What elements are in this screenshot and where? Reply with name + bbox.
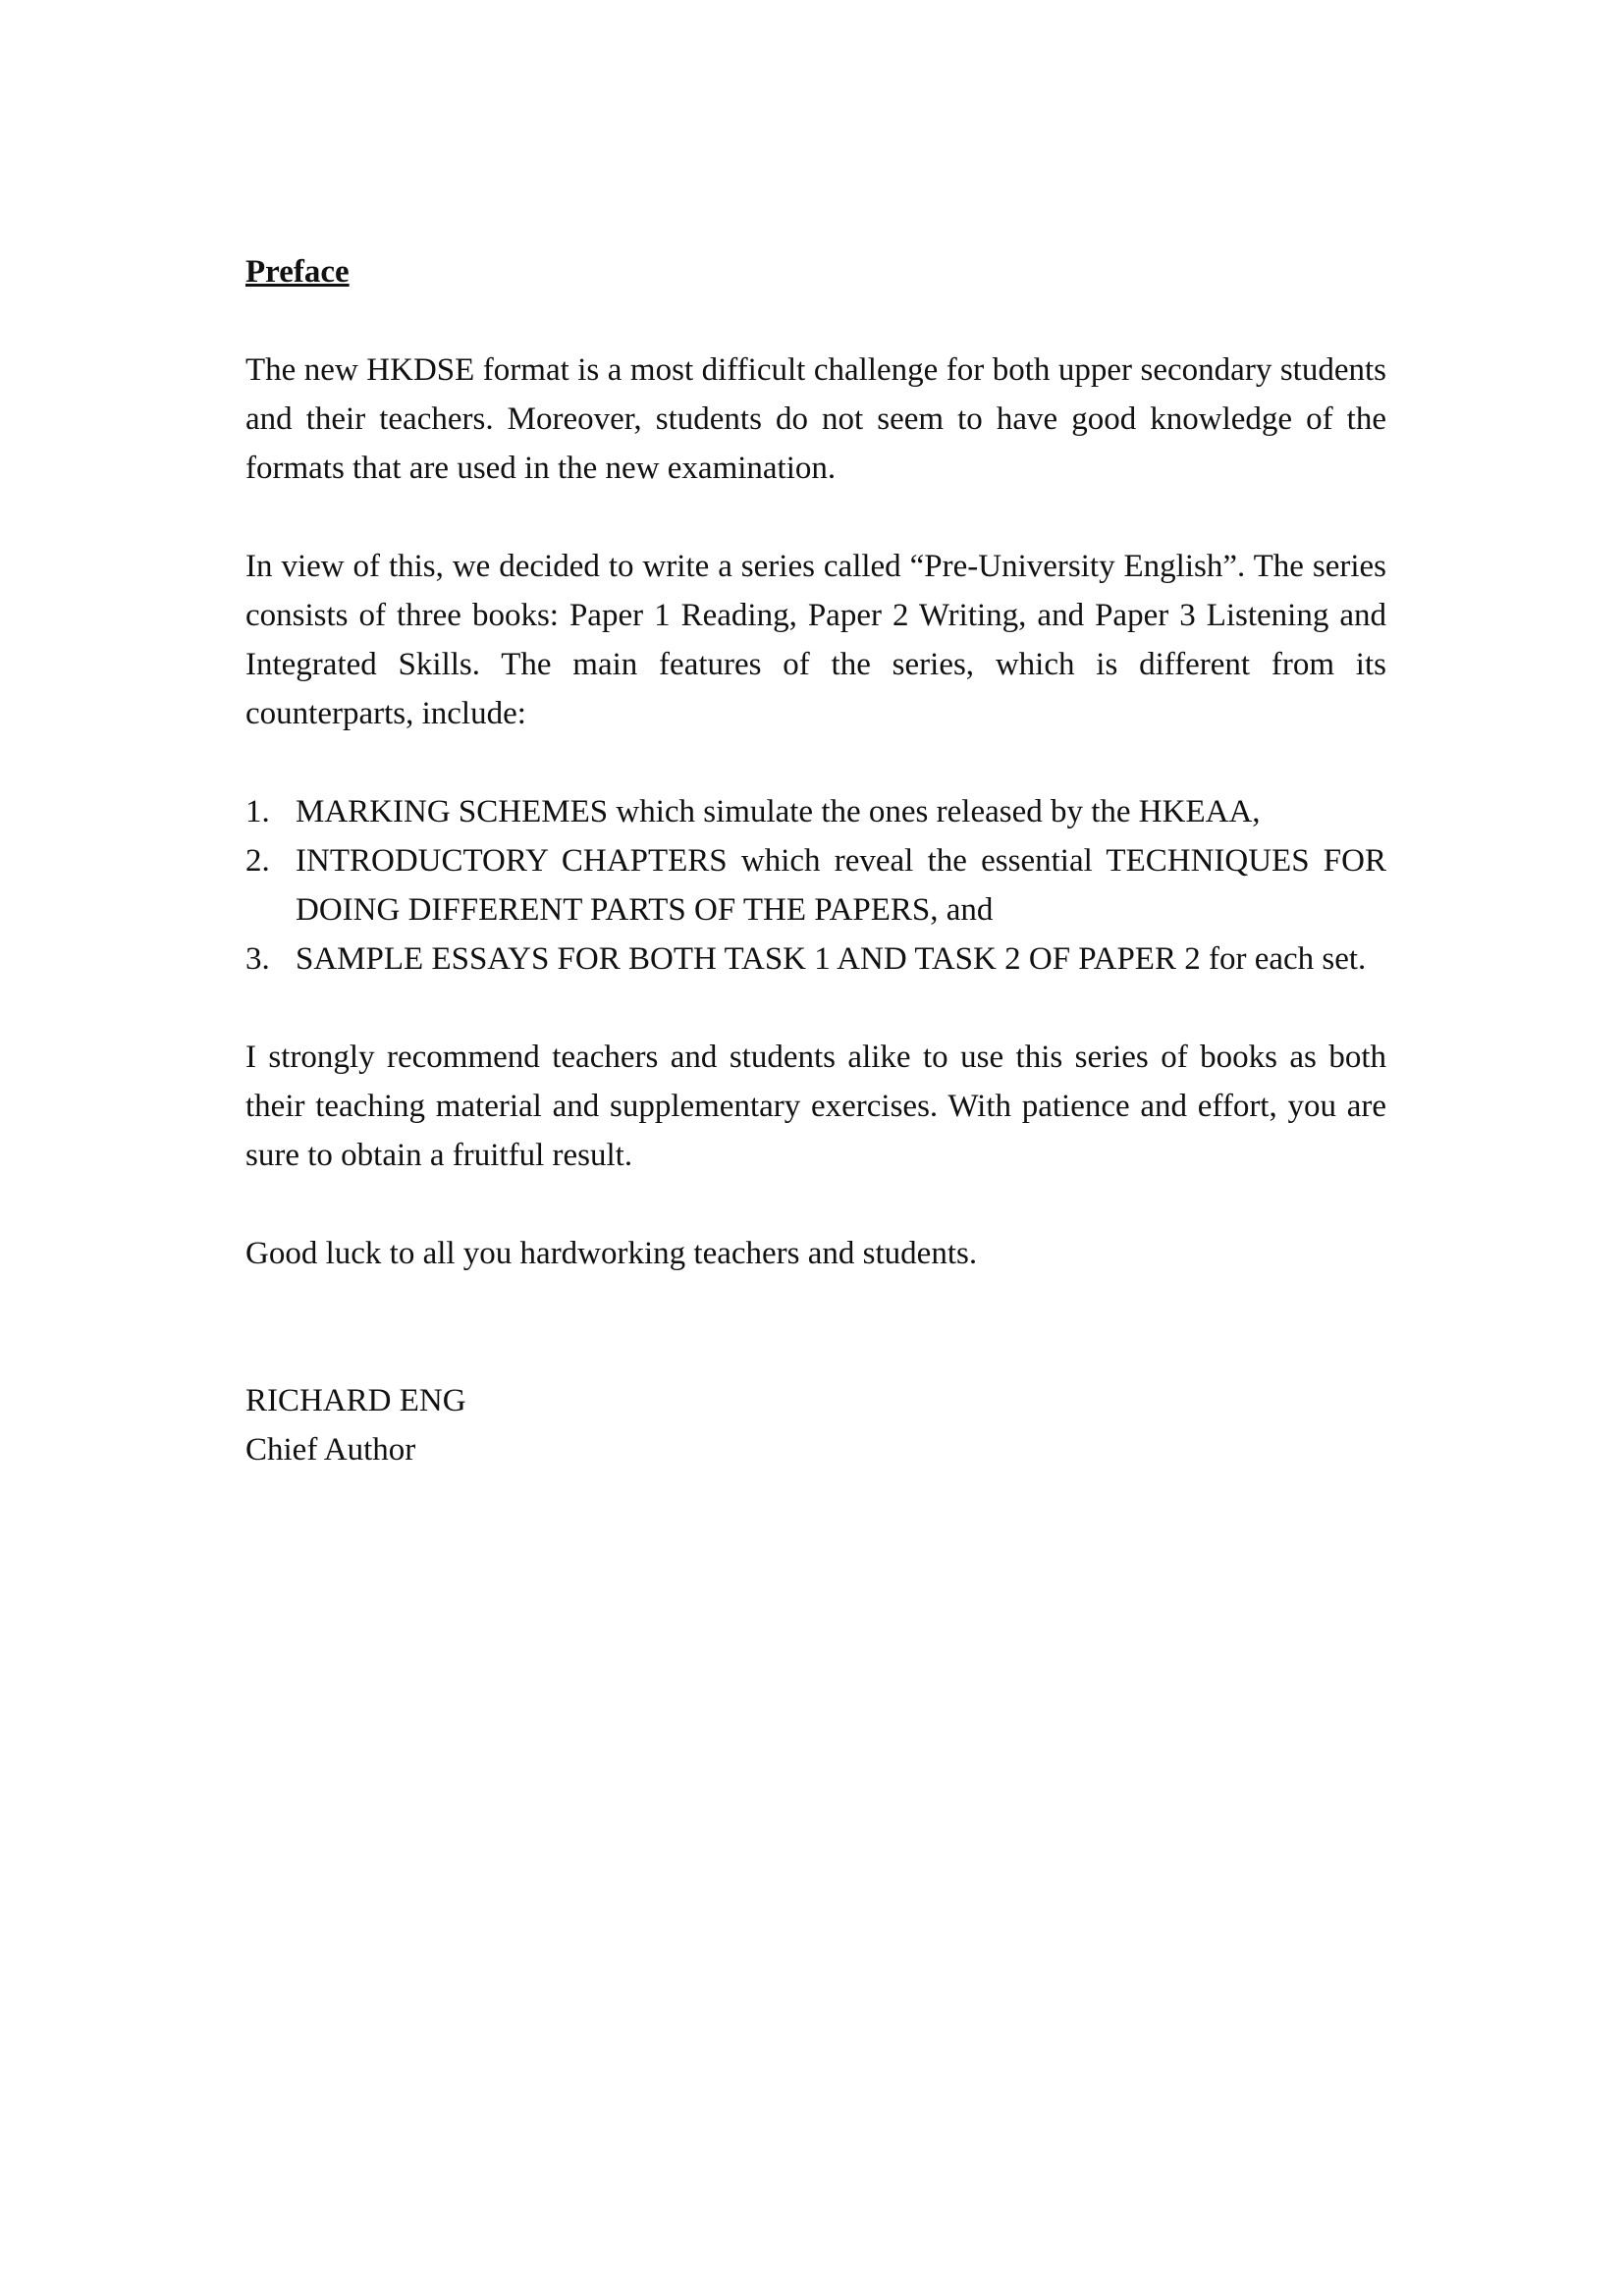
list-item-text: MARKING SCHEMES which simulate the ones released by the HKEAA, bbox=[296, 794, 1261, 829]
list-item-text: SAMPLE ESSAYS FOR BOTH TASK 1 AND TASK 2 OF PAPER 2 for each set. bbox=[296, 941, 1367, 977]
author-name: RICHARD ENG bbox=[245, 1383, 466, 1418]
page-title: Preface bbox=[245, 254, 350, 290]
features-list bbox=[245, 787, 1386, 984]
good-luck-paragraph: Good luck to all you hardworking teachers and students. bbox=[245, 1236, 978, 1271]
list-item-number: 2. bbox=[245, 843, 270, 879]
recommendation-paragraph: I strongly recommend teachers and students alike to use this series of books as both their teaching material and supplementary exercises. With patience and effort, you are sure to obtain a fruitful result. bbox=[245, 1040, 1386, 1173]
intro-paragraph: The new HKDSE format is a most difficult challenge for both upper secondary students and their teachers. Moreover, students do not seem to have good knowledge of the formats that are used in the new examination. bbox=[245, 352, 1386, 486]
series-paragraph: In view of this, we decided to write a series called “Pre-University English”. The series consists of three books: Paper 1 Reading, Paper 2 Writing, and Paper 3 Listening and Integrated Skills. The main features of the series, which is different from its counterparts, include: bbox=[245, 549, 1386, 731]
list-item-number: 3. bbox=[245, 941, 270, 977]
list-item bbox=[245, 836, 1386, 934]
list-item-number: 1. bbox=[245, 794, 270, 829]
list-item bbox=[245, 787, 1386, 836]
list-item bbox=[245, 934, 1386, 984]
list-item-text: INTRODUCTORY CHAPTERS which reveal the essential TECHNIQUES FOR DOING DIFFERENT PARTS OF THE PAPERS, and bbox=[296, 843, 1386, 928]
document-body bbox=[245, 247, 1386, 1474]
spacer bbox=[245, 1327, 1386, 1376]
author-role: Chief Author bbox=[245, 1432, 416, 1468]
